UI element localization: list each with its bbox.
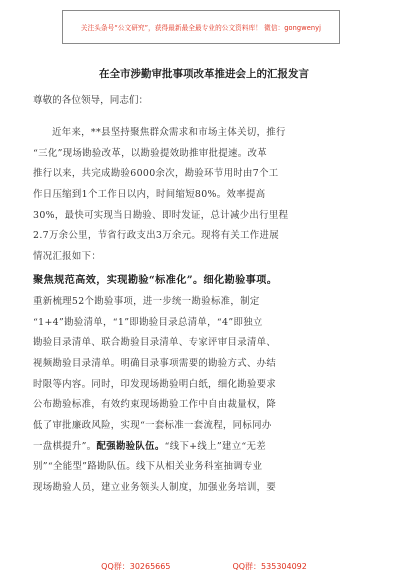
body-line: 近年来，**县坚持聚焦群众需求和市场主体关切，推行 xyxy=(52,127,286,138)
body-line: 30%，最快可实现当日勘验、即时发证，总计减少出行里程 xyxy=(33,209,289,221)
body-line: 别”“全能型”路勘队伍。线下从相关业务科室抽调专业 xyxy=(33,461,263,473)
body-line: 时限等内容。同时，印发现场勘验明白纸，细化勘验要求 xyxy=(33,378,277,390)
body-line: “1+4”勘验清单，“1”即勘验目录总清单，“4”即独立 xyxy=(33,316,263,328)
body-line: 2.7万余公里，节省行政支出3万余元。现将有关工作进展 xyxy=(33,230,279,242)
salutation: 尊敬的各位领导，同志们： xyxy=(33,95,149,106)
footer-contacts xyxy=(0,561,408,573)
body-line-tail: “线下+线上”建立“无差 xyxy=(164,440,267,452)
body-line: “三化”现场勘验改革，以勘验提效助推审批提速。改革 xyxy=(33,147,267,159)
footer-qq-group-2: QQ群：535304092 xyxy=(232,562,307,571)
header-notice-text: 关注头条号“公文研究”，获得最新最全最专业的公文资料库！ 微信：gongwenyj xyxy=(80,24,322,32)
section-heading: 聚焦规范高效，实现勘验“标准化”。细化勘验事项。 xyxy=(33,273,278,286)
body-line: 公布勘验标准，有效约束现场勘验工作中自由裁量权，降 xyxy=(33,399,277,411)
subsection-heading: 配强勘验队伍。 xyxy=(96,440,165,452)
body-line: 情况汇报如下： xyxy=(33,251,102,263)
body-line: 视频勘验目录清单。明确目录事项需要的勘验方式、办结 xyxy=(33,357,277,369)
header-notice-box xyxy=(62,10,340,44)
body-line: 勘验目录清单、联合勘验目录清单、专家评审目录清单、 xyxy=(33,337,277,349)
body-line: 低了审批廉政风险，实现“一套标准一套流程，同标同办 xyxy=(33,419,272,431)
document-body xyxy=(33,123,375,499)
body-line: 现场勘验人员，建立业务领头人制度，加强业务培训，要 xyxy=(33,482,277,493)
body-line: 作日压缩到1个工作日以内，时间缩短80%。效率提高 xyxy=(33,189,266,201)
body-line-start: 一盘棋提升”。 xyxy=(33,440,97,452)
document-title: 在全市涉勤审批事项改革推进会上的汇报发言 xyxy=(99,68,309,80)
footer-qq-group-1: QQ群：30265665 xyxy=(101,562,171,571)
body-line: 重新梳理52个勘验事项，进一步统一勘验标准，制定 xyxy=(33,295,260,307)
body-line-with-bold xyxy=(33,437,375,458)
body-line: 推行以来，共完成勘验6000余次，勘验环节用时由7个工 xyxy=(33,168,279,180)
